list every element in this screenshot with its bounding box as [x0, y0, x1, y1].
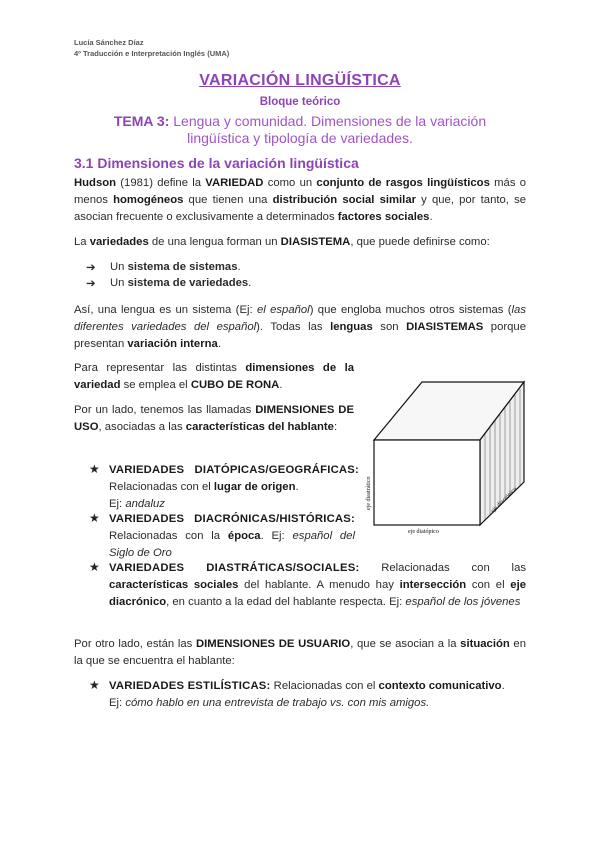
author-name: Lucía Sánchez Díaz — [74, 38, 144, 47]
paragraph-dimensiones-usuario: Por otro lado, están las DIMENSIONES DE USUARIO, que se asocian a la situación en la que se encuentra el hablante: — [74, 638, 527, 667]
variety-diacronicas: VARIEDADES DIACRÓNICAS/HISTÓRICAS: Relacionadas con la época. Ej: español del Siglo de Oro — [109, 513, 355, 559]
axis-label-diagonal: eje diacrónico — [490, 486, 519, 515]
term-conjunto: conjunto de rasgos lingüísticos — [316, 177, 490, 189]
term-factores: factores sociales — [337, 211, 430, 223]
doc-subtitle: Bloque teórico — [259, 96, 341, 108]
term-variedad: VARIEDAD — [205, 177, 264, 189]
tema-heading — [0, 113, 600, 147]
tema-label: TEMA 3: — [113, 113, 170, 129]
list-item: Un sistema de sistemas. — [110, 261, 241, 273]
rona-cube-figure — [360, 360, 535, 535]
star-bullet: ★ — [89, 462, 100, 476]
paragraph-hudson: Hudson (1981) define la VARIEDAD como un conjunto de rasgos lingüísticos más o menos homogéneos que tienen una distribución social similar y que, por tanto, se asocian frecuente o exclusivamente a determinados factores sociales. — [74, 177, 527, 223]
variety-estilisticas: VARIEDADES ESTILÍSTICAS: Relacionadas con el contexto comunicativo. Ej: cómo hablo en una entrevista de trabajo vs. con mis amigos. — [109, 680, 505, 709]
term-homogeneos: homogéneos — [113, 194, 184, 206]
course-name: 4º Traducción e Interpretación Inglés (UMA) — [74, 49, 230, 58]
term-distribucion: distribución social similar — [272, 194, 416, 206]
cube-front-face — [374, 440, 480, 525]
variety-diatopicas: VARIEDADES DIATÓPICAS/GEOGRÁFICAS: Relacionadas con el lugar de origen. Ej: andaluz — [109, 464, 359, 510]
term-variedades: variedades — [89, 236, 149, 248]
term-diasistema: DIASISTEMA — [280, 236, 351, 248]
arrow-bullet: ➔ — [86, 278, 96, 290]
variety-diastraticas: VARIEDADES DIASTRÁTICAS/SOCIALES: Relacionadas con las características sociales del hablante. A menudo hay intersección con el eje diacrónico, en cuanto a la edad del hablante respecta. Ej: español de los jóvenes — [109, 562, 527, 608]
paragraph-sistema: Así, una lengua es un sistema (Ej: el español) que engloba muchos otros sistemas (las diferentes variedades del español). Todas las lenguas son DIASISTEMAS porque presentan variación interna. — [74, 304, 526, 350]
section-heading: 3.1 Dimensiones de la variación lingüística — [74, 155, 359, 171]
arrow-bullet: ➔ — [86, 262, 96, 274]
star-bullet: ★ — [89, 678, 100, 692]
star-bullet: ★ — [89, 560, 100, 574]
tema-line2: lingüística y tipología de variedades. — [187, 130, 413, 146]
tema-line1: Lengua y comunidad. Dimensiones de la variación — [173, 113, 487, 129]
list-item: Un sistema de variedades. — [110, 277, 252, 289]
axis-label-vertical: eje diastrático — [366, 476, 372, 510]
paragraph-diasistema: La variedades de una lengua forman un DIASISTEMA, que puede definirse como: — [74, 236, 490, 248]
axis-label-bottom: eje diatópico — [408, 529, 439, 535]
paragraph-dimensiones-uso: Por un lado, tenemos las llamadas DIMENSIONES DE USO, asociadas a las características del hablante: — [74, 404, 354, 433]
paragraph-cubo: Para representar las distintas dimensiones de la variedad se emplea el CUBO DE RONA. — [74, 362, 354, 391]
star-bullet: ★ — [89, 511, 100, 525]
term-hudson: Hudson — [74, 177, 117, 189]
doc-title: VARIACIÓN LINGÜÍSTICA — [199, 72, 401, 89]
